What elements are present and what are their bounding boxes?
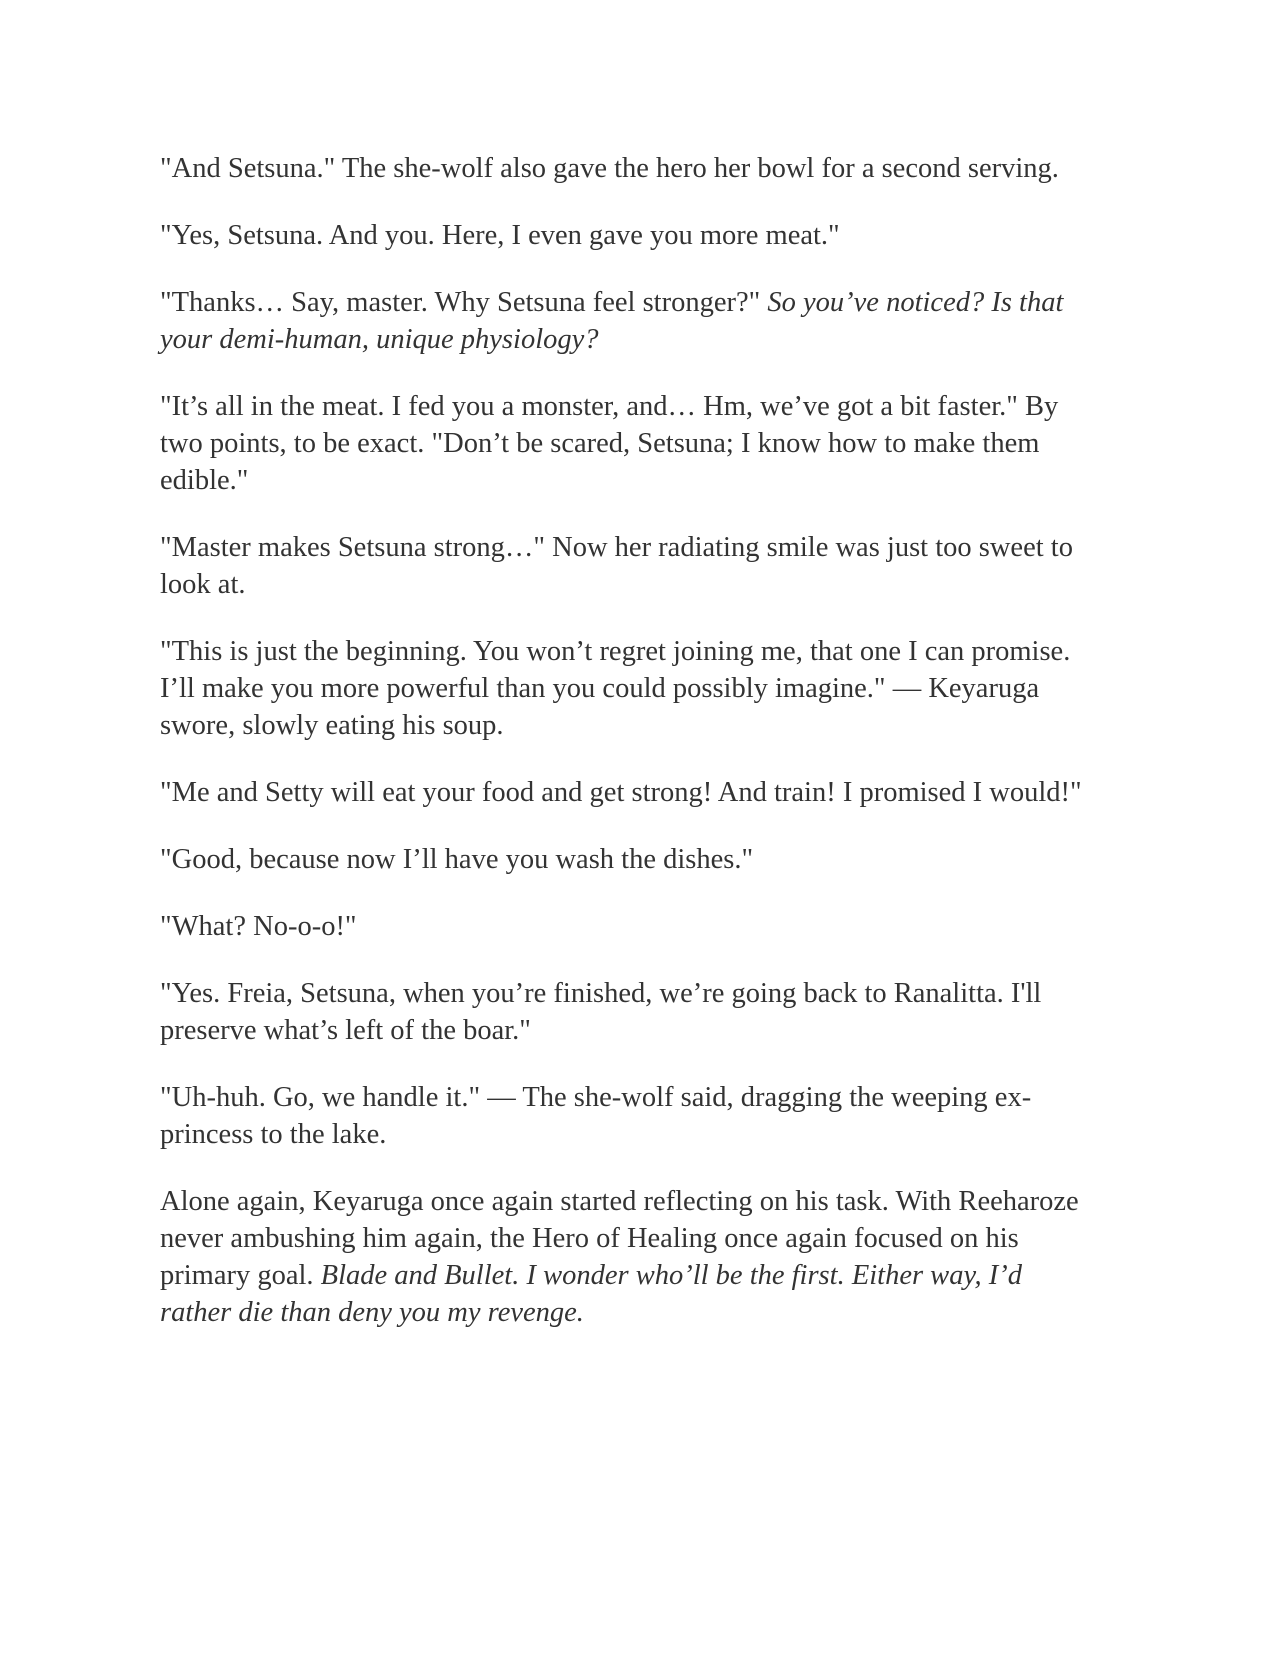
paragraph-text: "And Setsuna." The she-wolf also gave the hero her bowl for a second serving. — [160, 153, 1059, 184]
paragraph-7 — [160, 774, 1100, 811]
paragraph-text: Alone again, Keyaruga once again started reflecting on his task. With Reeharoze never ambushing him again, the Hero of Healing once again focused on his primary goal. — [160, 1186, 1079, 1291]
paragraph-12 — [160, 1183, 1100, 1331]
paragraph-4 — [160, 388, 1100, 499]
document-page — [160, 150, 1100, 1361]
paragraph-5 — [160, 529, 1100, 603]
paragraph-text: "Me and Setty will eat your food and get strong! And train! I promised I would!" — [160, 777, 1082, 808]
paragraph-text: "This is just the beginning. You won’t regret joining me, that one I can promise. I’ll make you more powerful than you could possibly imagine." — Keyaruga swore, slowly eating his soup. — [160, 636, 1071, 741]
paragraph-text: "Uh-huh. Go, we handle it." — The she-wolf said, dragging the weeping ex-princess to the lake. — [160, 1082, 1032, 1150]
paragraph-11 — [160, 1079, 1100, 1153]
paragraph-text: "Yes. Freia, Setsuna, when you’re finished, we’re going back to Ranalitta. I'll preserve what’s left of the boar." — [160, 978, 1042, 1046]
paragraph-text: "What? No-o-o!" — [160, 911, 357, 942]
paragraph-text: "Good, because now I’ll have you wash the dishes." — [160, 844, 754, 875]
paragraph-8 — [160, 841, 1100, 878]
paragraph-1 — [160, 150, 1100, 187]
paragraph-italic-thought: Blade and Bullet. I wonder who’ll be the first. Either way, I’d rather die than deny you my revenge. — [160, 1260, 1022, 1328]
paragraph-3 — [160, 284, 1100, 358]
paragraph-italic-thought: So you’ve noticed? Is that your demi-human, unique physiology? — [160, 287, 1064, 355]
paragraph-6 — [160, 633, 1100, 744]
paragraph-text: "Yes, Setsuna. And you. Here, I even gave you more meat." — [160, 220, 840, 251]
paragraph-text: "Master makes Setsuna strong…" Now her radiating smile was just too sweet to look at. — [160, 532, 1073, 600]
paragraph-text: "Thanks… Say, master. Why Setsuna feel stronger?" — [160, 287, 768, 318]
paragraph-2 — [160, 217, 1100, 254]
paragraph-9 — [160, 908, 1100, 945]
paragraph-10 — [160, 975, 1100, 1049]
paragraph-text: "It’s all in the meat. I fed you a monster, and… Hm, we’ve got a bit faster." By two points, to be exact. "Don’t be scared, Setsuna; I know how to make them edible." — [160, 391, 1059, 496]
